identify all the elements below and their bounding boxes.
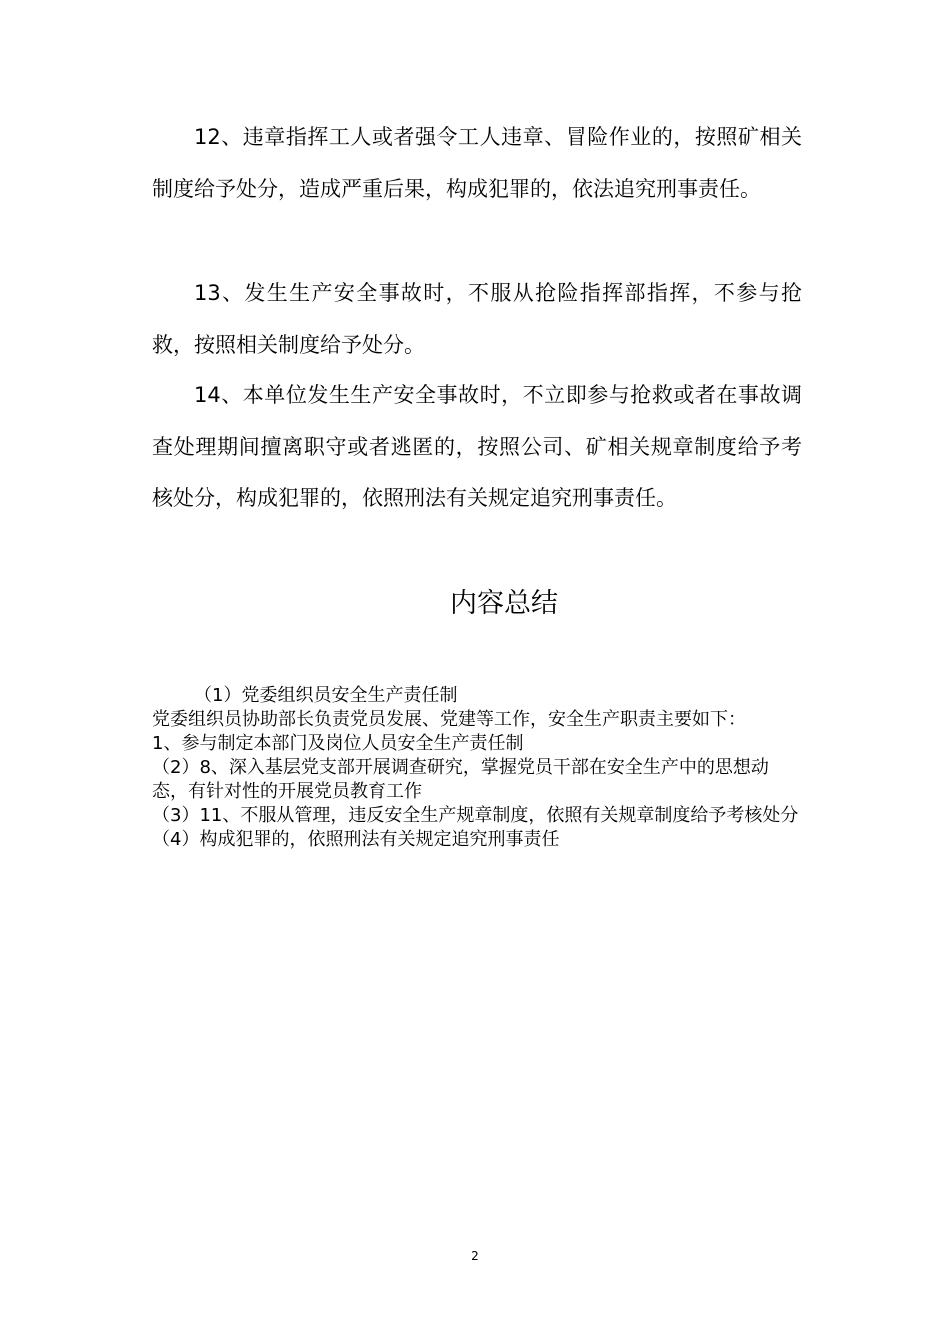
summary-line: （1）党委组织员安全生产责任制	[194, 685, 458, 706]
summary-line: （4）构成犯罪的，依照刑法有关规定追究刑事责任	[152, 829, 560, 850]
paragraph-12	[152, 112, 802, 215]
paragraph-text: 13、发生生产安全事故时，不服从抢险指挥部指挥，不参与抢救，按照相关制度给予处分。	[152, 281, 802, 357]
summary-section	[152, 684, 802, 852]
summary-line: （3）11、不服从管理，违反安全生产规章制度，依照有关规章制度给予考核处分	[152, 805, 799, 826]
summary-line: 党委组织员协助部长负责党员发展、党建等工作，安全生产职责主要如下：	[152, 709, 746, 730]
paragraph-13	[152, 268, 802, 371]
summary-title: 内容总结	[450, 588, 558, 619]
summary-line: （2）8、深入基层党支部开展调查研究，掌握党员干部在安全生产中的思想动态，有针对性的开展党员教育工作	[152, 757, 769, 802]
paragraph-text: 12、违章指挥工人或者强令工人违章、冒险作业的，按照矿相关制度给予处分，造成严重后果，构成犯罪的，依法追究刑事责任。	[152, 125, 802, 201]
page-number: 2	[471, 1249, 479, 1263]
summary-line: 1、参与制定本部门及岗位人员安全生产责任制	[152, 733, 524, 754]
paragraph-text: 14、本单位发生生产安全事故时，不立即参与抢救或者在事故调查处理期间擅离职守或者逃匿的，按照公司、矿相关规章制度给予考核处分，构成犯罪的，依照刑法有关规定追究刑事责任。	[152, 383, 802, 510]
paragraph-14	[152, 370, 802, 525]
